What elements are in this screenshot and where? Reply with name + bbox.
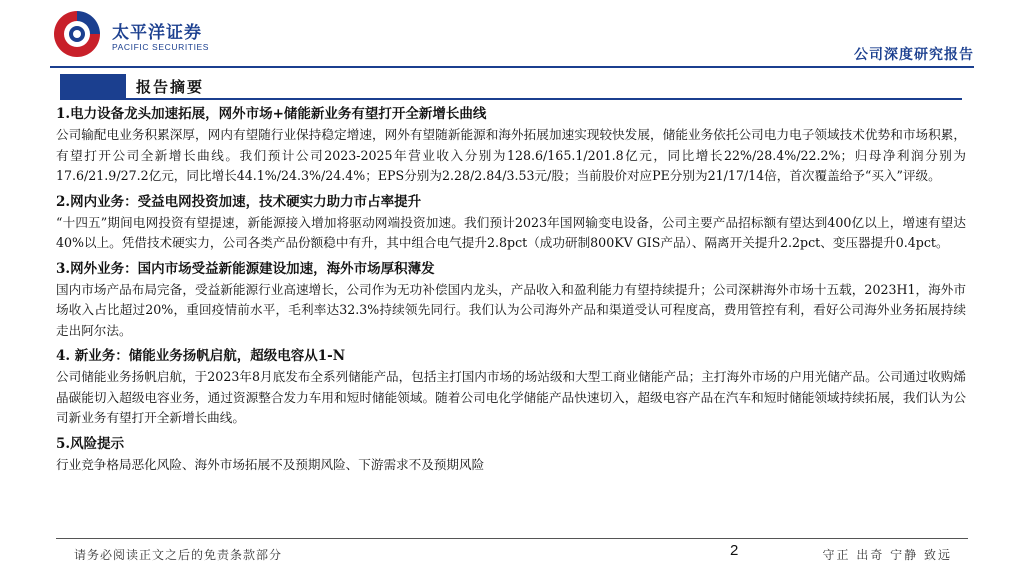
footer-divider [56,538,968,539]
pacific-securities-logo-icon [50,8,104,60]
section-paragraph-1: 公司输配电业务积累深厚，网内有望随行业保持稳定增速，网外有望随新能源和海外拓展加速实现较快发展，储能业务依托公司电力电子领域技术优势和市场积累，有望打开公司全新增长曲线。我们预计公司2023-2025年营业收入分别为128.6/165.1/201.8亿元，同比增长22%/28.4%/22.2%；归母净利润分别为17.6/21.9/27.2亿元，同比增长44.1%/24.3%/24.4%；EPS分别为2.28/2.84/3.53元/股；当前股价对应PE分别为21/17/14倍，首次覆盖给予“买入”评级。 [56,127,966,183]
section-heading-4: 4. 新业务：储能业务扬帆启航，超级电容从1-N [56,348,346,364]
section-underline [60,98,962,100]
section-heading-2: 2.网内业务：受益电网投资加速，技术硬实力助力市占率提升 [56,193,422,210]
brand-name-cn: 太平洋证券 [112,23,202,43]
section-paragraph-3: 国内市场产品布局完备，受益新能源行业高速增长，公司作为无功补偿国内龙头，产品收入和盈利能力有望持续提升；公司深耕海外市场十五载，2023H1，海外市场收入占比超过20%，重回疫情前水平，毛利率达32.3%持续领先同行。我们认为公司海外产品和渠道受认可程度高，费用管控有利，看好公司海外业务拓展持续走出阿尔法。 [56,281,966,338]
section-paragraph-4: 公司储能业务扬帆启航，于2023年8月底发布全系列储能产品，包括主打国内市场的场站级和大型工商业储能产品；主打海外市场的户用光储产品。公司通过收购烯晶碳能切入超级电容业务，通过资源整合发力车用和短时储能领域。随着公司电化学储能产品快速切入，超级电容产品在汽车和短时储能领域持续拓展，我们认为公司新业务有望打开全新增长曲线。 [56,369,966,425]
footer-motto: 守正 出奇 宁静 致远 [822,548,952,562]
section-heading-3: 3.网外业务：国内市场受益新能源建设加速，海外市场厚积薄发 [56,260,435,277]
report-summary-body [56,103,966,479]
page-number: 2 [730,542,739,559]
section-paragraph-5: 行业竞争格局恶化风险、海外市场拓展不及预期风险、下游需求不及预期风险 [56,456,485,472]
header-divider [50,66,974,68]
report-type-label: 公司深度研究报告 [854,47,974,63]
section-heading-5: 5.风险提示 [56,435,125,452]
section-paragraph-2: “十四五”期间电网投资有望提速，新能源接入增加将驱动网端投资加速。我们预计2023年国网输变电设备，公司主要产品招标额有望达到400亿以上，增速有望达40%以上。凭借技术硬实力，公司各类产品份额稳中有升，其中组合电气提升2.8pct（成功研制800KV GIS产品）、隔离开关提升2.2pct、变压器提升0.4pct。 [56,214,966,250]
footer-disclaimer: 请务必阅读正文之后的免责条款部分 [74,548,283,562]
section-title: 报告摘要 [136,78,205,96]
company-logo [50,8,230,60]
section-tag-block [60,74,126,100]
section-title-bar [60,74,962,100]
section-heading-1: 1.电力设备龙头加速拓展，网外市场+储能新业务有望打开全新增长曲线 [56,106,487,122]
brand-name-en: PACIFIC SECURITIES [112,42,210,52]
